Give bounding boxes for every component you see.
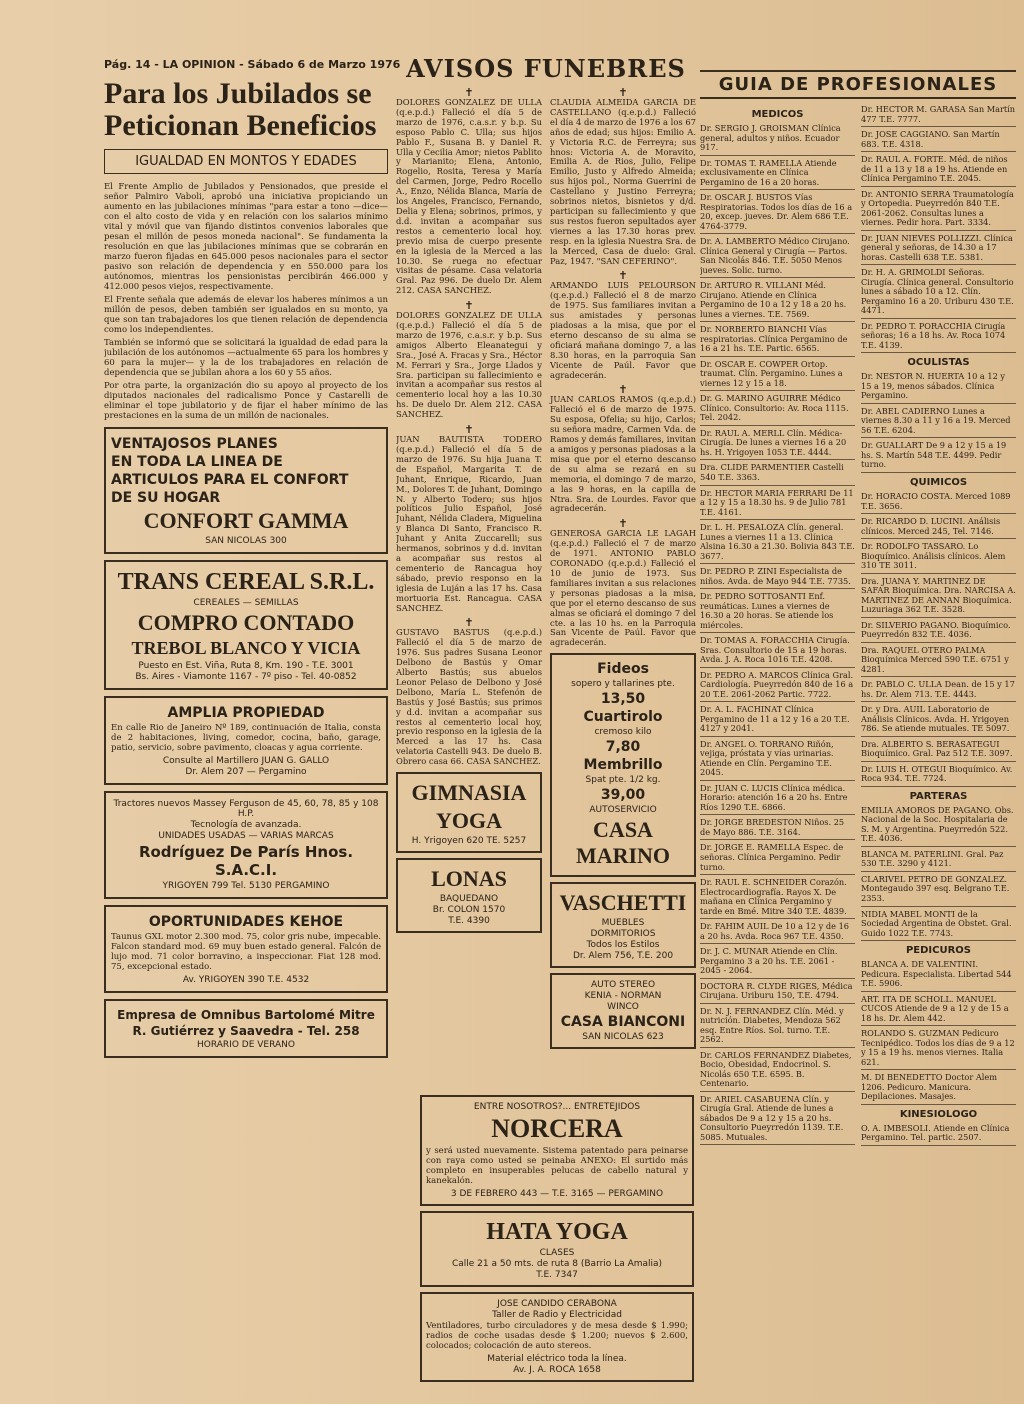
professional-entry: Dr. H. A. GRIMOLDI Señoras. Cirugía. Clínica general. Consultorio lunes a sábado 10 a 12. Clín. Pergamino 16 a 20. Uriburu 430 T.E. 4471. [861,268,1016,319]
professional-entry: Dr. NORBERTO BIANCHI Vías respiratorias. Clínica Pergamino de 16 a 21 hs. T.E. Partic. 6565. [700,325,855,357]
professional-entry: Dr. PABLO C. ULLA Dean. de 15 y 17 hs. Dr. Alem 713. T.E. 4443. [861,680,1016,702]
professional-entry: Dr. L. H. PESALOZA Clín. general. Lunes a viernes 11 a 13. Clínica Alsina 16.30 a 21.30. Bolivia 843 T.E. 3677. [700,523,855,564]
professional-entry: Dr. PEDRO P. ZINI Especialista de niños. Avda. de Mayo 944 T.E. 7735. [700,567,855,589]
professional-entry: Dr. HECTOR M. GARASA San Martín 477 T.E. 7777. [861,105,1016,127]
article-paragraph: El Frente Amplio de Jubilados y Pensionados, que preside el señor Palmiro Vaboli, aprobó una iniciativa propiciando un aumento en las jubilaciones mínimas "para estar a tono —dice— con el alto costo de vida y en relación con los salarios mínimo vital y móvil que van fijando distintos convenios laborales que pesan el millón de pesos moneda nacional". Se fundamenta la resolución en que las jubilaciones mínimas que se cobrarán en marzo fueron fijadas en 645.000 pesos nacionales para el sector pasivo son relación de dependencia y en 550.000 para los autónomos, mientras los pensionistas percibirán 466.000 y 412.000 pesos viejos, respectivamente. [104,182,388,293]
ad-amplia-propiedad: AMPLIA PROPIEDAD En calle Rio de Janeiro Nº 189, continuación de Italia, consta de 2 habitaciones, living, comedor, cocina, baño, garage, patio, servicio, sobre pavimento, cloacas y agua corriente. Consulte al Martillero JUAN G. GALLO Dr. Alem 207 — Pergamino [104,696,388,785]
professional-entry: Dr. OSCAR E. COWPER Ortop. traumat. Clín. Pergamino. Lunes a viernes 12 y 15 a 18. [700,360,855,392]
cross-icon: ✝ [464,299,474,313]
professional-entry: O. A. IMBESOLI. Atiende en Clínica Pergamino. Tel. partic. 2507. [861,1124,1016,1146]
guia-right [861,105,1016,1149]
professional-entry: ROLANDO S. GUZMAN Pedicuro Tecnipédico. Todos los días de 9 a 12 y 15 a 19 hs. menos viernes. Italia 621. [861,1029,1016,1070]
cross-icon: ✝ [464,86,474,99]
professional-entry: Dr. PEDRO T. PORACCHIA Cirugía señoras; 16 a 18 hs. Av. Roca 1074 T.E. 4139. [861,322,1016,354]
obituary: ARMANDO LUIS PELOURSON (q.e.p.d.) Falleció el 8 de marzo de 1975. Sus familiares invitan a sus amistades y personas piadosas a la misa, que por el eterno descanso de su alma se oficiará mañana domingo 7, a las 8.30 horas, en la parroquia San Vicente de Paúl. Favor que agradecerán. [550,280,696,380]
professional-entry: Dr. A. L. FACHINAT Clínica Pergamino de 11 a 12 y 16 a 20 T.E. 4127 y 2041. [700,705,855,737]
professional-entry: Dr. TOMAS A. FORACCHIA Cirugía. Sras. Consultorio de 15 a 19 horas. Avda. J. A. Roca 1016 T.E. 4208. [700,636,855,668]
professional-entry: Dr. SILVERIO PAGANO. Bioquímico. Pueyrredón 832 T.E. 4036. [861,621,1016,643]
professional-entry: Dr. TOMAS T. RAMELLA Atiende exclusivamente en Clínica Pergamino de 16 a 20 horas. [700,159,855,191]
professional-entry: Dr. ARTURO R. VILLANI Méd. Cirujano. Atiende en Clínica Pergamino de 10 a 12 y 18 a 20 hs. lunes a viernes. T.E. 7569. [700,281,855,322]
professional-entry: Dr. RAUL A. MERLL Clín. Médica-Cirugía. De lunes a viernes 16 a 20 hs. H. Yrigoyen 1053 T.E. 4444. [700,429,855,461]
professional-entry: Dra. RAQUEL OTERO PALMA Bioquímica Merced 590 T.E. 6751 y 4281. [861,646,1016,678]
ad-auto-stereo: AUTO STEREO KENIA - NORMAN WINCO CASA BIANCONI SAN NICOLAS 623 [550,973,696,1049]
obituary: DOLORES GONZALEZ DE ULLA (q.e.p.d.) Falleció el día 5 de marzo de 1976, c.a.s.r. y b.p. Su esposo Pablo C. Ulla; sus hijos Pablo F., Susana B. y Daniel R. Ulla y Cecilia Amor; nietos Pablito y Marianito; Elena, Antonio, Rogelio, Rosita, Teresa y María del Carmen, Jorge, Pedro Rocello A., Enzo, Nélida Blanca, María de los Angeles, Francisco, Fernando, Delia y Elena; sobrinos, primos, y d.d. invitan a acompañar sus restos a cementerio local hoy. previo misa de cuerpo presente en la iglesia de la Merced a las 10.30. Se ruega no efectuar visitas de pésame. Casa velatoria Gral. Paz 996. De duelo Dr. Alem 212. CASA SANCHEZ. [396,97,542,296]
ad-omnibus-mitre: Empresa de Omnibus Bartolomé Mitre R. Gutiérrez y Saavedra - Tel. 258 HORARIO DE VERANO [104,999,388,1058]
obituary: DOLORES GONZALEZ DE ULLA (q.e.p.d.) Falleció el día 5 de marzo de 1976, c.a.s.r. y b.p. Sus amigos Alberto Eleanategui y Sra., José A. Fracas y Sra., Héctor M. Ferrari y Sra., Jorge Llados y Sra. participan su fallecimiento e invitan a acompañar sus restos al cementerio local hoy a las 10.30 hs. De duelo Dr. Alem 212. CASA SANCHEZ. [396,310,542,420]
right-column [700,54,1016,1394]
professional-entry: Dr. G. MARINO AGUIRRE Médico Clínico. Consultorio: Av. Roca 1115. Tel. 2042. [700,394,855,426]
obituary: JUAN CARLOS RAMOS (q.e.p.d.) Falleció el 6 de marzo de 1975. Su esposa, Ofelia; su hijo, Carlos; su señora madre, Carmen Vda. de Ramos y demás familiares, invitan a amigos y personas piadosas a la misa que por el eterno descanso de su alma se rezará en su memoria, el domingo 7 de marzo, a las 9 horas, en la capilla de Ntra. Sra. de Lourdes. Favor que agradecerán. [550,394,696,514]
professional-entry: Dr. LUIS H. OTEGUI Bioquímico. Av. Roca 934. T.E. 7724. [861,765,1016,787]
professional-entry: Dr. SERGIO J. GROISMAN Clínica general, adultos y niños. Ecuador 917. [700,124,855,156]
professional-entry: Dr. JORGE E. RAMELLA Espec. de señoras. Clínica Pergamino. Pedir turno. [700,843,855,875]
professional-entry: Dr. RAUL A. FORTE. Méd. de niños de 11 a 13 y 18 a 19 hs. Atiende en Clínica Pergamino T.E. 2045. [861,155,1016,187]
ad-kehoe: OPORTUNIDADES KEHOE Taunus GXL motor 2.300 mod. 75, color gris nube, impecable. Falcon standard mod. 69 muy buen estado general. Falcón de lujo mod. 71 color borravino, a inspeccionar. Fiat 128 mod. 75, excepcional estado. Av. YRIGOYEN 390 T.E. 4532 [104,905,388,993]
section-heading: KINESIOLOGO [899,1108,978,1120]
professional-entry: Dra. CLIDE PARMENTIER Castelli 540 T.E. 3363. [700,463,855,485]
professional-entry: M. DI BENEDETTO Doctor Alem 1206. Pedicuro. Manicura. Depilaciones. Masajes. [861,1073,1016,1105]
professional-entry: BLANCA M. PATERLINI. Gral. Paz 530 T.E. 3290 y 4121. [861,850,1016,872]
obituary: CLAUDIA ALMEIDA GARCIA DE CASTELLANO (q.e.p.d.) Falleció el día 4 de marzo de 1976 a los 67 años de edad; sus hijos: Emilio A. y Victoria R.C. de Ferreyra; sus hnos: Victoria A. de Moravito, Emilia A. de Rios, Julio, Felipe Emilio, Justo y Alfredo Almeida; sus hijos pol., Norma Guerrini de Castellano y Justino Ferreyra; sobrinos nietos, bisnietos y d/d. participan su fallecimiento y que sus restos fueron sepultados ayer viernes a las 17.30 horas prev. resp. en la iglesia Nuestra Sra. de la Merced, Casa de duelo: Gral. Paz, 1947. "SAN CEFERINO". [550,97,696,266]
professional-entry: Dr. FAHIM AUIL De 10 a 12 y de 16 a 20 hs. Avda. Roca 967 T.E. 4350. [700,922,855,944]
page-header: Pág. 14 - LA OPINION - Sábado 6 de Marzo 1976 [104,58,401,71]
professional-entry: Dr. CARLOS FERNANDEZ Diabetes, Bocio, Obesidad, Endocrinol. S. Nicolás 650 T.E. 6595. B. Centenario. [700,1051,855,1092]
cross-icon: ✝ [464,616,474,630]
professional-entry: Dr. OSCAR J. BUSTOS Vías Respiratorias. Todos los días de 16 a 20, excep. jueves. Dr. Alem 686 T.E. 4764-3779. [700,193,855,234]
ad-cerabona: JOSE CANDIDO CERABONA Taller de Radio y Electricidad Ventiladores, turbo circuladores y de mesa desde $ 1.990; radios de coche usadas desde $ 1.200; nuevos $ 2.600, colocados; colocación de auto stereos. Material eléctrico toda la línea. Av. J. A. ROCA 1658 [420,1292,694,1382]
ad-confort-gamma: VENTAJOSOS PLANES EN TODA LA LINEA DE ARTICULOS PARA EL CONFORT DE SU HOGAR CONFORT GAMMA SAN NICOLAS 300 [104,427,388,554]
obituary: GENEROSA GARCIA LE LAGAH (q.e.p.d.) Falleció el 7 de marzo de 1971. ANTONIO PABLO CORONADO (q.e.p.d.) Falleció el 10 de junio de 1973. Sus familiares invitan a sus relaciones y personas piadosas a la misa, que por el eterno descanso de sus almas se oficiará el domingo 7 del cte. a las 10 hs. en la Parroquia San Vicente de Paúl. Favor que agradecerán. [550,528,696,648]
professional-entry: Dr. RAUL E. SCHNEIDER Corazón. Electrocardiografía. Rayos X. De mañana en Clínica Pergamino y tarde en Bmé. Mitre 340 T.E. 4839. [700,878,855,919]
professional-entry: Dr. JOSE CAGGIANO. San Martín 683. T.E. 4318. [861,130,1016,152]
left-column [104,78,388,1064]
professional-entry: Dr. PEDRO A. MARCOS Clínica Gral. Cardiología. Pueyrredón 840 de 16 a 20 T.E. 2061-2062 Partic. 7722. [700,671,855,703]
professional-entry: Dr. ARIEL CASABUENA Clín. y Cirugía Gral. Atiende de lunes a sábados De 9 a 12 y 15 a 20 hs. Consultorio Pueyrredón 1139. T.E. 5085. Mutuales. [700,1095,855,1146]
ad-norcera: ENTRE NOSOTROS?... ENTRETEJIDOS NORCERA y será usted nuevamente. Sistema patentado para peinarse con raya como usted se peinaba ANEXO: El surtido más completo en insuperables pelucas de cabello natural y kanekalón. 3 DE FEBRERO 443 — T.E. 3165 — PERGAMINO [420,1095,694,1206]
professional-entry: BLANCA A. DE VALENTINI. Pedicura. Especialista. Libertad 544 T.E. 5906. [861,960,1016,992]
ad-gimnasia-yoga: GIMNASIA YOGA H. Yrigoyen 620 TE. 5257 [396,772,542,853]
ad-vaschetti: VASCHETTI MUEBLES DORMITORIOS Todos los Estilos Dr. Alem 756, T.E. 200 [550,882,696,968]
professional-entry: Dr. JUAN C. LUCIS Clínica médica. Horario: atención 16 a 20 hs. Entre Ríos 1290 T.E. 6866. [700,784,855,816]
article-paragraph: Por otra parte, la organización dio su apoyo al proyecto de los diputados nacionales del radicalismo Ponce y Castarelli de eliminar el tope jubilatorio y de fijar el haber mínimo de las prestaciones en la suma de un millón de nacionales. [104,381,388,422]
professional-entry: Dr. ANGEL O. TORRANO Riñón, vejiga, próstata y vías urinarias. Atiende en Clín. Pergamino T.E. 2045. [700,740,855,781]
cross-icon: ✝ [618,269,628,283]
professional-entry: Dr. ABEL CADIERNO Lunes a viernes 8.30 a 11 y 16 a 19. Merced 56 T.E. 6204. [861,407,1016,439]
professional-entry: Dr. A. LAMBERTO Médico Cirujano. Clínica General y Cirugía — Partos. San Nicolás 846. T.E. 5050 Menos jueves. Solic. turno. [700,237,855,278]
article-paragraph: El Frente señala que además de elevar los haberes mínimos a un millón de pesos, deben también ser igualados en su monto, ya que son tan trabajadores los que tienen relación de dependencia como los independientes. [104,295,388,336]
professional-entry: Dra. ALBERTO S. BERASATEGUI Bioquímico. Gral. Paz 512 T.E. 3097. [861,740,1016,762]
professional-entry: EMILIA AMOROS DE PAGANO. Obs. Nacional de la Soc. Hospitalaria de S. M. y Argentina. Pueyrredón 522. T.E. 4036. [861,806,1016,847]
cross-icon: ✝ [464,423,474,437]
cross-icon: ✝ [618,383,628,397]
professional-entry: Dr. PEDRO SOTTOSANTI Enf. reumáticas. Lunes a viernes de 16.30 a 20 horas. Se atiende los miércoles. [700,592,855,633]
professional-entry: Dr. ANTONIO SERRA Traumatología y Ortopedia. Pueyrredón 840 T.E. 2061-2062. Consultas lunes a viernes. Pedir hora. Part. 3334. [861,190,1016,231]
section-heading: OCULISTAS [907,357,970,369]
obituary: JUAN BAUTISTA TODERO (q.e.p.d.) Falleció el día 5 de marzo de 1976. Su hija Juana T. de Español, Margarita T. de Juhant, Enrique, Ricardo, Juan M., Dolores T. de Juhant, Domingo N. y Alberto Todero; sus hijos políticos Julio Español, José Juhant, Nélida Cladera, Miguelina y Blanca Di Santo, Francisco R. Juhant y Anita Zuccarelli; sus hermanos, sobrinos y d.d. invitan a acompañar sus restos al cementerio de Rancagua hoy sábado, previo responso en la iglesia de Luján a las 17 hs. Casa mortuoria Est. Rancagua. CASA SANCHEZ. [396,434,543,613]
guia-title: GUIA DE PROFESIONALES [700,70,1016,99]
guia-left: MEDICOS Dr. SERGIO J. GROISMAN Clínica general, adultos y niños. Ecuador 917. Dr. TOMAS T. RAMELLA Atiende exclusivamente en Clínica Pergamino de 16 a 20 horas. Dr. OSCAR J. BUSTOS Vías Respiratorias. Todos los días de 16 a 20, excep. jueves. Dr. Alem 686 T.E. 4764-3779. Dr. A. LAMBERTO Médico Cirujano. Clínica General y Cirugía — Partos. San Nicolás 846. T.E. 5050 Menos jueves. Solic. turno. Dr. ARTURO R. VILLANI Méd. Cirujano. Atiende en Clínica Pergamino de 10 a 12 y 18 a 20 hs. lunes a viernes. T.E. 7569. Dr. NORBERTO BIANCHI Vías respiratorias. Clínica Pergamino de 16 a 21 hs. T.E. Partic. 6565. Dr. OSCAR E. COWPER Ortop. traumat. Clín. Pergamino. Lunes a viernes 12 y 15 a 18. Dr. G. MARINO AGUIRRE Médico Clínico. Consultorio: Av. Roca 1115. Tel. 2042. Dr. RAUL A. MERLL Clín. Médica-Cirugía. De lunes a viernes 16 a 20 hs. H. Yrigoyen 1053 T.E. 4444. Dra. CLIDE PARMENTIER Castelli 540 T.E. 3363. Dr. HECTOR MARIA FERRARI De 11 a 12 y 15 a 18.30 hs. 9 de Julio 781 T.E. 4161. Dr. L. H. PESALOZA Clín. general. Lunes a viernes 11 a 13. Clínica Alsina 16.30 a 21.30. Bolivia 843 T.E. 3677. Dr. PEDRO P. ZINI Especialista de niños. Avda. de Mayo 944 T.E. 7735. Dr. PEDRO SOTTOSANTI Enf. reumáticas. Lunes a viernes de 16.30 a 20 horas. Se atiende los miércoles. Dr. TOMAS A. FORACCHIA Cirugía. Sras. Consultorio de 15 a 19 horas. Avda. J. A. Roca 1016 T.E. 4208. Dr. PEDRO A. MARCOS Clínica Gral. Cardiología. Pueyrredón 840 de 16 a 20 T.E. 2061-2062 Partic. 7722. Dr. A. L. FACHINAT Clínica Pergamino de 11 a 12 y 16 a 20 T.E. 4127 y 2041. Dr. ANGEL O. TORRANO Riñón, vejiga, próstata y vías urinarias. Atiende en Clín. Pergamino T.E. 2045. Dr. JUAN C. LUCIS Clínica médica. Horario: atención 16 a 20 hs. Entre Ríos 1290 T.E. 6866. Dr. JORGE BREDESTON Niños. 25 de Mayo 886. T.E. 3164. Dr. JORGE E. RAMELLA Espec. de señoras. Clínica Pergamino. Pedir turno. Dr. RAUL E. SCHNEIDER Corazón. Electrocardiografía. Rayos X. De mañana en Clínica Pergamino y tarde en Bmé. Mitre 340 T.E. 4839. Dr. FAHIM AUIL De 10 a 12 y de 16 a 20 hs. Avda. Roca 967 T.E. 4350. Dr. J. C. MUNAR Atiende en Clín. Pergamino 3 a 20 hs. T.E. 2061 - 2045 - 2064. DOCTORA R. CLYDE RIGES, Médica Cirujana. Uriburu 150, T.E. 4794. Dr. N. J. FERNANDEZ Clín. Méd. y nutrición. Diabetes, Mendoza 562 esq. Entre Ríos. Sol. turno. T.E. 2562. Dr. CARLOS FERNANDEZ Diabetes, Bocio, Obesidad, Endocrinol. S. Nicolás 650 T.E. 6595. B. Centenario. Dr. ARIEL CASABUENA Clín. y Cirugía Gral. Atiende de lunes a sábados De 9 a 12 y 15 a 20 hs. Consultorio Pueyrredón 1139. T.E. 5085. Mutuales. [700,105,855,1149]
middle-column [396,54,696,1054]
professional-entry: Dr. HORACIO COSTA. Merced 1089 T.E. 3656. [861,492,1016,514]
professional-entry: Dr. JORGE BREDESTON Niños. 25 de Mayo 886. T.E. 3164. [700,818,855,840]
professional-entry: Dr. y Dra. AUIL Laboratorio de Análisis Clínicos. Avda. H. Yrigoyen 786. Se atiende mutuales. TE 5097. [861,705,1016,737]
professional-entry: DOCTORA R. CLYDE RIGES, Médica Cirujana. Uriburu 150, T.E. 4794. [700,982,855,1004]
professional-entry: Dr. RICARDO D. LUCINI. Análisis clínicos. Merced 245, Tel. 7146. [861,517,1016,539]
ad-rodriguez-de-paris: Tractores nuevos Massey Ferguson de 45, 60, 78, 85 y 108 H.P. Tecnología de avanzada. UNIDADES USADAS — VARIAS MARCAS Rodríguez De París Hnos. S.A.C.I. YRIGOYEN 799 Tel. 5130 PERGAMINO [104,791,388,899]
article-subtitle: IGUALDAD EN MONTOS Y EDADES [104,149,388,174]
obituaries-title: AVISOS FUNEBRES [406,54,686,83]
section-heading: PEDICUROS [905,945,972,957]
middle-bottom-ads [420,1090,694,1387]
professional-entry: Dr. NESTOR N. HUERTA 10 a 12 y 15 a 19, menos sábados. Clínica Pergamino. [861,372,1016,404]
section-heading: QUIMICOS [909,476,968,488]
ad-casa-marino: Fideos sopero y tallarines pte. 13,50 Cuartirolo cremoso kilo 7,80 Membrillo Spat pte. 1/2 kg. 39,00 AUTOSERVICIO CASA MARINO [550,653,696,877]
article-title: Para los Jubilados se Peticionan Beneficios [104,78,377,142]
cross-icon: ✝ [618,86,628,99]
professional-entry: Dra. JUANA Y. MARTINEZ DE SAFAR Bioquímica. Dra. NARCISA A. MARTINEZ DE ANNAN Bioquímica. Luzuriaga 362 T.E. 3528. [861,577,1016,618]
professional-entry: ART. ITA DE SCHOLL. MANUEL CUCOS Atiende de 9 a 12 y de 15 a 18 hs. Dr. Alem 442. [861,995,1016,1027]
article-paragraph: También se informó que se solicitará la igualdad de edad para la jubilación de los autónomos —actualmente 65 para los hombres y 60 para la mujer— y la de los trabajadores en relación de dependencia que se jubilan ahora a los 60 y 55 años. [104,338,388,379]
professional-entry: Dr. J. C. MUNAR Atiende en Clín. Pergamino 3 a 20 hs. T.E. 2061 - 2045 - 2064. [700,947,855,979]
ad-lonas: LONAS BAQUEDANO Br. COLON 1570 T.E. 4390 [396,858,542,933]
professional-entry: CLARIVEL PETRO DE GONZALEZ. Montegaudo 397 esq. Belgrano T.E. 2353. [861,875,1016,907]
professional-entry: Dr. N. J. FERNANDEZ Clín. Méd. y nutrición. Diabetes, Mendoza 562 esq. Entre Ríos. Sol. turno. T.E. 2562. [700,1007,855,1048]
professional-entry: Dr. RODOLFO TASSARO. Lo Bioquímico. Análisis clínicos. Alem 310 TE 3011. [861,542,1016,574]
cross-icon: ✝ [618,517,628,531]
obituary: GUSTAVO BASTUS (q.e.p.d.) Falleció el día 5 de marzo de 1976. Sus padres Susana Leonor Delbono de Bastús y Omar Alberto Bastús; sus abuelos Leonor Pelaso de Delbono y José Delbono, María L. Stefenón de Bastús y José Bastús; sus primos y d.d. invitan a acompañar sus restos al cementerio local hoy, previo responso en la iglesia de la Merced a las 17 hs. Casa velatoria Castelli 943. De duelo B. Obrero casa 66. CASA SANCHEZ. [396,627,542,767]
ad-hata-yoga: HATA YOGA CLASES Calle 21 a 50 mts. de ruta 8 (Barrio La Amalia) T.E. 7347 [420,1211,694,1287]
professional-entry: Dr. GUALLART De 9 a 12 y 15 a 19 hs. S. Martín 548 T.E. 4499. Pedir turno. [861,441,1016,473]
professional-entry: NIDIA MABEL MONTI de la Sociedad Argentina de Obstet. Gral. Guido 1022 T.E. 7743. [861,910,1016,942]
ad-trans-cereal: TRANS CEREAL S.R.L. CEREALES — SEMILLAS COMPRO CONTADO TREBOL BLANCO Y VICIA Puesto en Est. Viña, Ruta 8, Km. 190 - T.E. 3001 Bs. Aires - Viamonte 1167 - 7º piso - Tel. 40-0852 [104,560,388,690]
professional-entry: Dr. JUAN NIEVES POLLIZZI. Clínica general y señoras, de 14.30 a 17 horas. Castelli 638 T.E. 5381. [861,234,1016,266]
section-heading: PARTERAS [909,790,968,802]
professional-entry: Dr. HECTOR MARIA FERRARI De 11 a 12 y 15 a 18.30 hs. 9 de Julio 781 T.E. 4161. [700,489,855,521]
